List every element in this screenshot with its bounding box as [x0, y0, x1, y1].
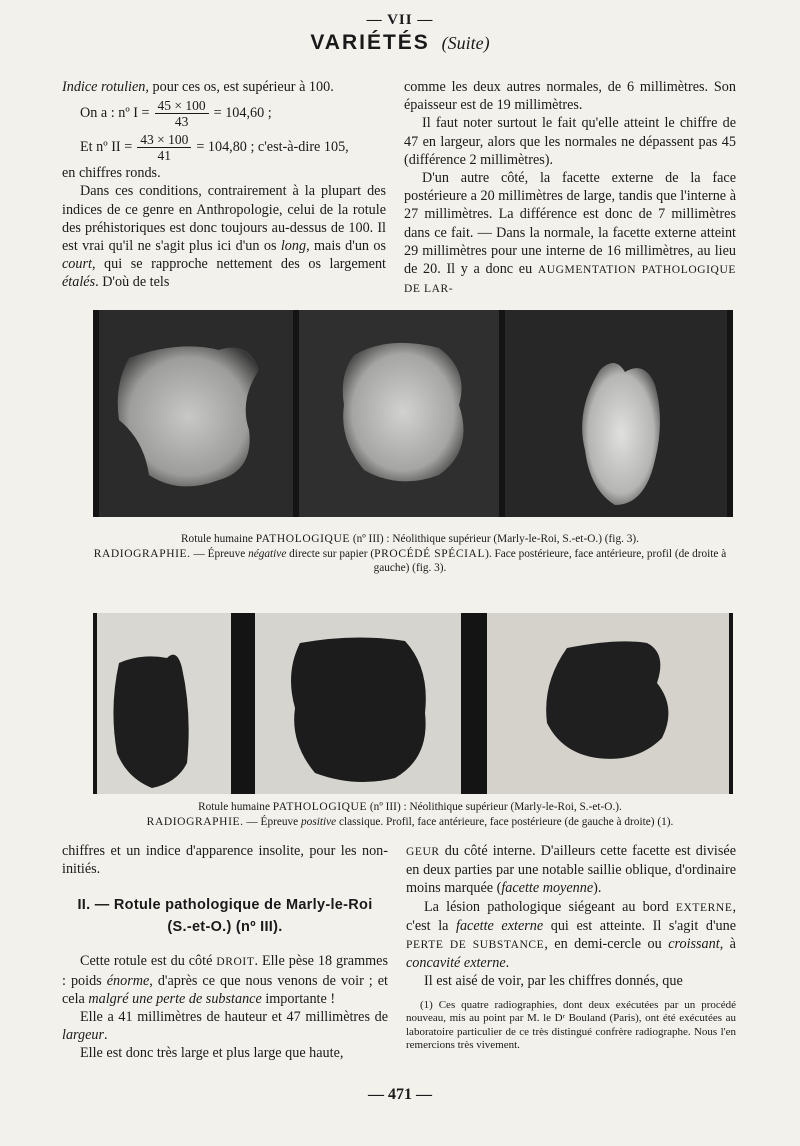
text-smallcaps: AUGMENTATION PATHOLOGIQUE DE LAR- [404, 264, 736, 296]
paragraph-conditions [62, 182, 386, 291]
text-run: — Épreuve [190, 547, 249, 560]
paragraph-indice [62, 78, 386, 96]
text-smallcaps: PATHOLOGIQUE [255, 533, 350, 545]
paragraph-initiés: chiffres et un indice d'apparence insolite, pour les non-initiés. [62, 843, 388, 878]
fraction [137, 132, 191, 163]
text-run: Cette rotule est du côté [80, 953, 217, 970]
paragraph-chiffres: Il est aisé de voir, par les chiffres donnés, que [424, 973, 683, 990]
text-run: . [505, 955, 510, 972]
text-smallcaps: GEUR [406, 846, 440, 858]
formula-result: = 104,80 ; c'est-à-dire 105, [196, 139, 349, 156]
formula-one [62, 96, 386, 130]
column-right-top [404, 78, 736, 298]
section-title [0, 31, 800, 55]
fraction-denominator: 41 [157, 147, 172, 163]
radiograph-panel-anterior-positive [255, 613, 461, 794]
text-run: Rotule humaine [198, 801, 273, 813]
paragraph-lesion [406, 898, 736, 973]
text-italic: négative [248, 547, 287, 560]
formula-lead: Et nº II = [80, 139, 133, 156]
patella-profile-positive-shape [97, 613, 231, 794]
patella-anterior-positive-shape [255, 613, 461, 794]
text-run: , qui se rapproche nettement des os largement [91, 256, 386, 273]
paragraph-facettes [404, 169, 736, 298]
radiograph-panel-posterior [99, 310, 293, 517]
text-run: . Elle pèse 18 grammes : poids [62, 953, 388, 989]
text-run: , d'après ce que nous venons de voir ; et cela [62, 972, 389, 1007]
term-long: long [280, 238, 307, 255]
text-smallcaps: RADIOGRAPHIE. [146, 815, 244, 828]
section-title-text: VARIÉTÉS [310, 31, 430, 54]
paragraph-epaisseur: comme les deux autres normales, de 6 millimètres. Son épaisseur est de 19 millimètres. [404, 79, 736, 114]
paragraph-dimensions [62, 1008, 388, 1044]
patella-anterior-shape [299, 310, 499, 517]
text-italic: largeur [62, 1027, 105, 1044]
text-italic: facette moyenne [501, 880, 594, 897]
text-run: D'un autre côté, la facette externe de la face postérieure a 20 millimètres de large, tandis que l'interne à 27 millimètres. La différence est donc de 7 millimètres dans ce fait. — Dans la normale, la facette externe atteint 29 millimètres pour une interne de 16 millimètres, au lieu de 20. Il y a donc eu [404, 170, 736, 278]
term-court: court [62, 256, 92, 273]
text-italic: énorme [106, 972, 150, 989]
text-run: du côté interne. D'ailleurs cette facette est divisée en deux parties par une notable saillie oblique, d'ordinaire moins marquée ( [406, 843, 736, 897]
caption-line [78, 800, 742, 815]
text-smallcaps: PERTE DE SUBSTANCE [406, 939, 545, 952]
paragraph-largeur: Il faut noter surtout le fait qu'elle atteint le chiffre de 47 en largeur, alors que les normales ne dépassent pas 45 (différence 2 millimètres). [404, 115, 736, 168]
radiograph-panel-profile [505, 310, 727, 517]
footnote-text: (1) Ces quatre radiographies, dont deux exécutées par un procédé nouveau, mis au point par M. le Dʳ Bouland (Paris), ont été exécutées au laboratoire particulier de ce très distingué confrère radiographe. Nous l'en remercions très vivement. [406, 998, 736, 1052]
paragraph-text: , pour ces os, est supérieur à 100. [145, 79, 334, 95]
text-run: (nº III) : Néolithique supérieur (Marly-le-Roi, S.-et-O.) (fig. 3). [350, 533, 639, 545]
formula-tail: en chiffres ronds. [62, 165, 161, 182]
text-run: . D'où de tels [95, 274, 170, 291]
formula-lead: On a : nº I = [80, 105, 150, 122]
text-smallcaps: PATHOLOGIQUE [272, 801, 368, 813]
text-run: classique. Profil, face antérieure, face postérieure (de gauche à droite) (1). [336, 815, 674, 828]
caption-line [80, 547, 740, 576]
radiograph-panel-posterior-positive [487, 613, 729, 794]
text-smallcaps: PROCÉDÉ SPÉCIAL [374, 547, 486, 560]
text-run: . [104, 1027, 108, 1044]
text-run: importante ! [261, 990, 336, 1007]
patella-profile-shape [505, 310, 727, 517]
page-header [0, 12, 800, 55]
text-run: , en demi-cercle ou [544, 936, 669, 953]
fraction-numerator: 43 × 100 [137, 132, 191, 148]
text-smallcaps: EXTERNE [675, 901, 733, 914]
column-right-bottom [406, 842, 736, 1053]
figure-caption-positive [78, 800, 742, 829]
text-run: ). Face postérieure, face antérieure, profil (de droite à gauche) (fig. 3). [373, 547, 727, 574]
text-italic: croissant [668, 936, 720, 953]
figure-caption-negative [80, 532, 740, 576]
text-run: Dans ces conditions, contrairement à la plupart des indices de ce genre en Anthropologie, celui de la rotule des préhistoriques est donc toujours au-dessus de 100. Il est vrai qu'il ne s'agit plus ici d'un os [62, 183, 386, 255]
fraction-numerator: 45 × 100 [155, 98, 209, 114]
patella-posterior-positive-shape [487, 613, 729, 794]
text-italic: malgré une perte de substance [88, 990, 262, 1007]
term-indice-rotulien: Indice rotulien [62, 79, 146, 95]
text-run: , c'est la [406, 898, 736, 934]
text-run: — Épreuve [243, 815, 302, 828]
text-run: qui est atteinte. Il s'agit d'une [543, 917, 736, 934]
formula-two [62, 130, 386, 164]
patella-posterior-shape [99, 310, 293, 517]
radiograph-negative-figure [93, 310, 733, 517]
text-run: directe sur papier ( [286, 547, 375, 560]
text-run: La lésion pathologique siégeant au bord [424, 898, 676, 915]
text-run: , à [719, 936, 736, 953]
heading-line: (S.-et-O.) (nº III). [167, 919, 283, 936]
text-run: (nº III) : Néolithique supérieur (Marly-le-Roi, S.-et-O.). [367, 801, 622, 813]
section-folio: — VII — [366, 12, 434, 28]
paragraph-poids [62, 952, 388, 1008]
paragraph-large: Elle est donc très large et plus large que haute, [80, 1045, 344, 1062]
fraction [155, 98, 209, 129]
heading-line: II. — Rotule pathologique de Marly-le-Roi [77, 897, 373, 914]
column-left-bottom [62, 842, 388, 1063]
text-italic: facette externe [456, 917, 544, 934]
text-run: Rotule humaine [181, 533, 256, 545]
radiograph-panel-anterior [299, 310, 499, 517]
radiograph-positive-figure [93, 613, 733, 794]
section-heading-ii [62, 894, 388, 938]
text-smallcaps: RADIOGRAPHIE. [93, 547, 191, 560]
caption-line [80, 532, 740, 547]
formula-result: = 104,60 ; [213, 105, 272, 122]
radiograph-panel-profile-positive [97, 613, 231, 794]
column-left-top [62, 78, 386, 292]
paragraph-facette-moyenne [406, 842, 736, 898]
text-italic: concavité externe [406, 955, 506, 972]
caption-line [78, 815, 742, 830]
term-etales: étalés [62, 274, 96, 291]
fraction-denominator: 43 [174, 113, 189, 129]
section-title-suffix: (Suite) [441, 33, 490, 53]
footnote [406, 999, 736, 1053]
text-run: ). [593, 880, 602, 897]
page-number: — 471 — [368, 1086, 432, 1103]
text-run: , mais d'un os [306, 238, 386, 255]
text-run: Elle a 41 millimètres de hauteur et 47 millimètres de [80, 1009, 388, 1026]
text-smallcaps: DROIT [216, 956, 255, 969]
text-italic: positive [301, 815, 337, 828]
